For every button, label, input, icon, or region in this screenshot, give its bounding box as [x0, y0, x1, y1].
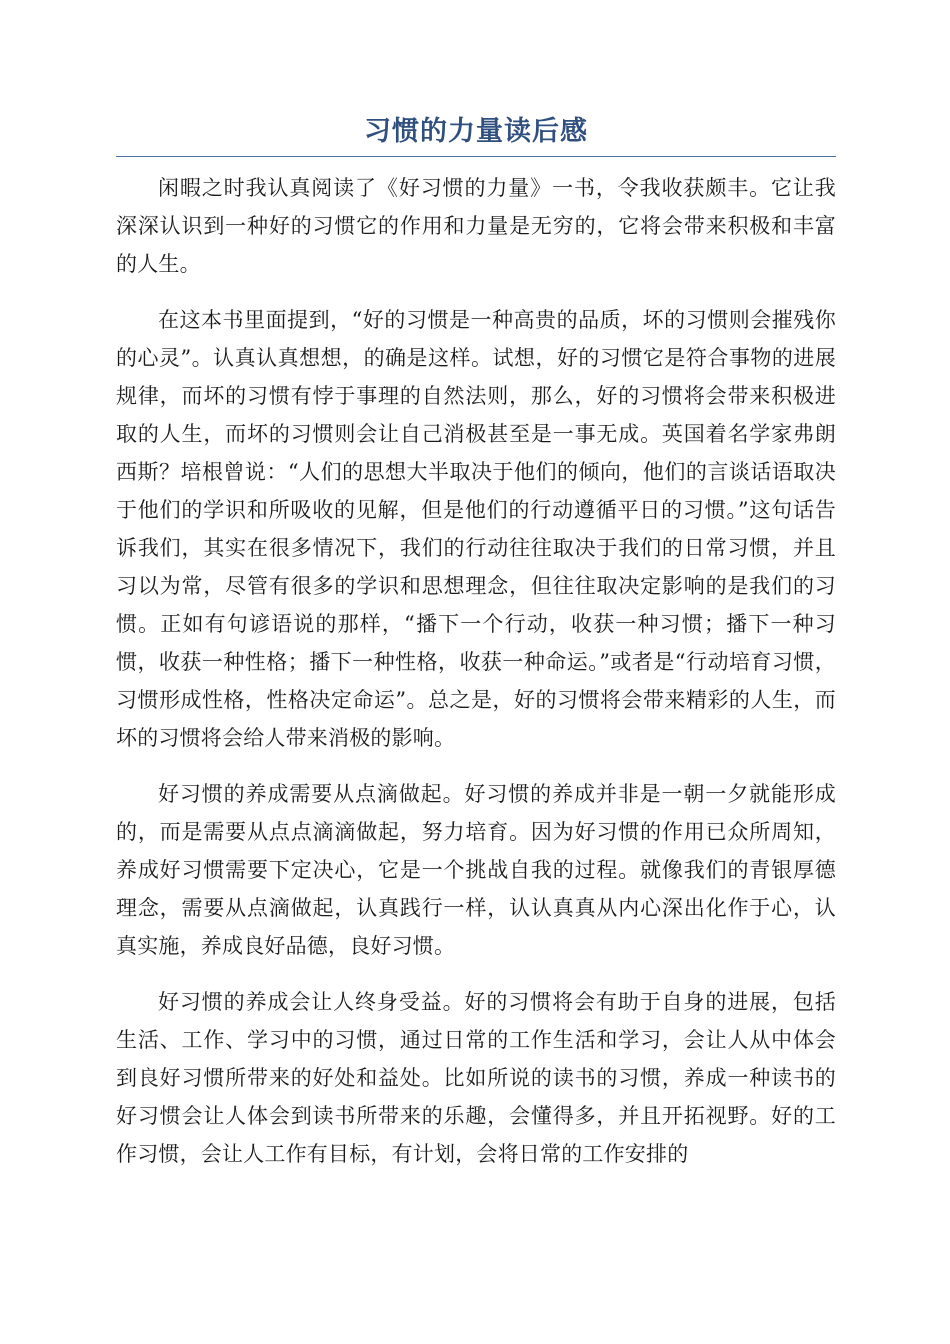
document-title: 习惯的力量读后感: [364, 116, 588, 147]
paragraph-2: 在这本书里面提到，“好的习惯是一种高贵的品质，坏的习惯则会摧残你的心灵”。认真认真想想，的确是这样。试想，好的习惯它是符合事物的进展规律，而坏的习惯有悖于事理的自然法则，那么，好的习惯将会带来积极进取的人生，而坏的习惯则会让自己消极甚至是一事无成。英国着名学家弗朗西斯？培根曾说：“人们的思想大半取决于他们的倾向，他们的言谈话语取决于他们的学识和所吸收的见解，但是他们的行动遵循平日的习惯。”这句话告诉我们，其实在很多情况下，我们的行动往往取决于我们的日常习惯，并且习以为常，尽管有很多的学识和思想理念，但往往取决定影响的是我们的习惯。正如有句谚语说的那样，“播下一个行动，收获一种习惯；播下一种习惯，收获一种性格；播下一种性格，收获一种命运。”或者是“行动培育习惯，习惯形成性格，性格决定命运”。总之是，好的习惯将会带来精彩的人生，而坏的习惯将会给人带来消极的影响。: [116, 308, 836, 750]
paragraph-3: 好习惯的养成需要从点滴做起。好习惯的养成并非是一朝一夕就能形成的，而是需要从点点滴滴做起，努力培育。因为好习惯的作用已众所周知，养成好习惯需要下定决心，它是一个挑战自我的过程。就像我们的青银厚德理念，需要从点滴做起，认真践行一样，认认真真从内心深出化作于心，认真实施，养成良好品德，良好习惯。: [116, 782, 836, 958]
paragraph-1: 闲暇之时我认真阅读了《好习惯的力量》一书，令我收获颇丰。它让我深深认识到一种好的习惯它的作用和力量是无穷的，它将会带来积极和丰富的人生。: [116, 176, 836, 276]
title-underline: [116, 156, 836, 157]
document-page: [116, 110, 836, 1191]
paragraph-4: 好习惯的养成会让人终身受益。好的习惯将会有助于自身的进展，包括生活、工作、学习中的习惯，通过日常的工作生活和学习，会让人从中体会到良好习惯所带来的好处和益处。比如所说的读书的习惯，养成一种读书的好习惯会让人体会到读书所带来的乐趣，会懂得多，并且开拓视野。好的工作习惯，会让人工作有目标，有计划，会将日常的工作安排的: [116, 990, 836, 1166]
